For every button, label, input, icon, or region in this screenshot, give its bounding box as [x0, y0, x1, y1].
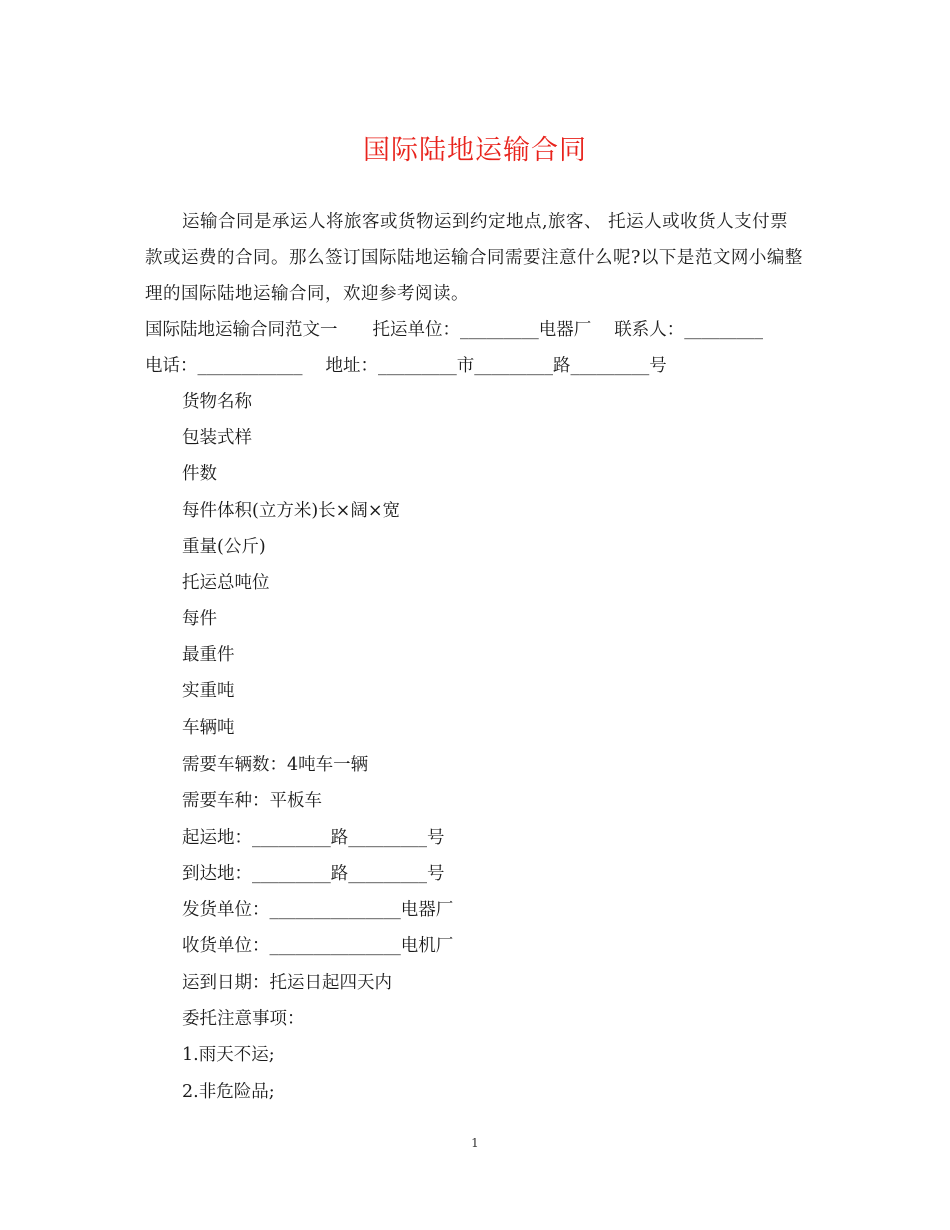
list-item: 包装式样 [182, 428, 252, 448]
list-item: 每件体积(立方米)长×阔×宽 [182, 501, 400, 521]
list-item: 到达地：_________路_________号 [182, 864, 445, 884]
list-item: 每件 [182, 609, 217, 629]
intro-paragraph: 运输合同是承运人将旅客或货物运到约定地点,旅客、 托运人或收货人支付票款或运费的合同。那么签订国际陆地运输合同需要注意什么呢?以下是范文网小编整理的国际陆地运输合同，欢迎参考阅读。 [145, 212, 803, 304]
list-item: 实重吨 [182, 681, 235, 701]
list-item: 最重件 [182, 645, 235, 665]
list-item: 委托注意事项： [182, 1009, 305, 1029]
header-line-2: 电话：____________ 地址：_________市_________路_________号 [145, 356, 667, 376]
list-item: 重量(公斤) [182, 537, 266, 557]
list-item: 收货单位：_______________电机厂 [182, 936, 454, 956]
list-item: 2.非危险品; [182, 1082, 275, 1102]
page-number: 1 [471, 1136, 479, 1150]
header-line-1: 国际陆地运输合同范文一 托运单位：_________电器厂 联系人：_________ [145, 320, 764, 340]
list-item: 起运地：_________路_________号 [182, 828, 445, 848]
list-item: 发货单位：_______________电器厂 [182, 900, 454, 920]
list-item: 货物名称 [182, 392, 252, 412]
list-item: 需要车种：平板车 [182, 791, 322, 811]
list-item: 需要车辆数：4吨车一辆 [182, 755, 369, 775]
document-title: 国际陆地运输合同 [363, 135, 587, 166]
list-item: 运到日期：托运日起四天内 [182, 973, 392, 993]
list-item: 托运总吨位 [182, 573, 270, 593]
list-item: 1.雨天不运; [182, 1045, 275, 1065]
list-item: 车辆吨 [182, 718, 235, 738]
list-item: 件数 [182, 464, 217, 484]
